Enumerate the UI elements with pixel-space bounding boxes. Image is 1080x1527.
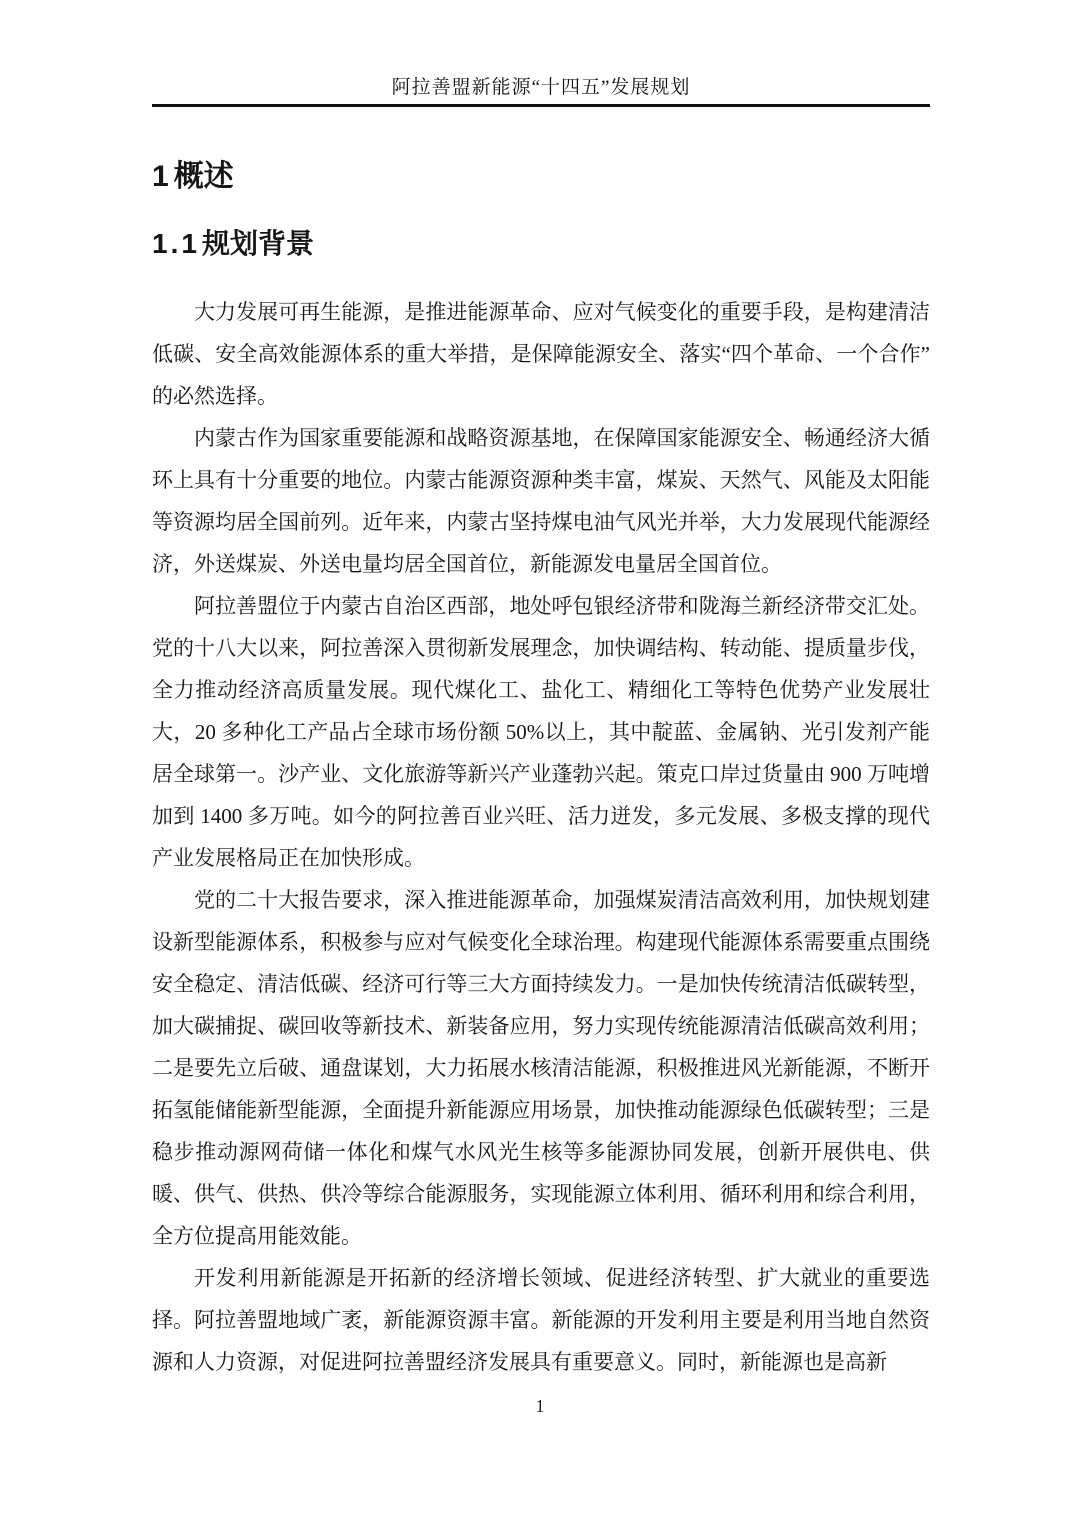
document-body xyxy=(152,159,930,1383)
paragraph-4: 党的二十大报告要求，深入推进能源革命，加强煤炭清洁高效利用，加快规划建设新型能源体系，积极参与应对气候变化全球治理。构建现代能源体系需要重点围绕安全稳定、清洁低碳、经济可行等三大方面持续发力。一是加快传统清洁低碳转型，加大碳捕捉、碳回收等新技术、新装备应用，努力实现传统能源清洁低碳高效利用；二是要先立后破、通盘谋划，大力拓展水核清洁能源，积极推进风光新能源，不断开拓氢能储能新型能源，全面提升新能源应用场景，加快推动能源绿色低碳转型；三是稳步推动源网荷储一体化和煤气水风光生核等多能源协同发展，创新开展供电、供暖、供气、供热、供冷等综合能源服务，实现能源立体利用、循环利用和综合利用，全方位提高用能效能。 xyxy=(152,888,930,1248)
heading-section-1-1-number: 1.1 xyxy=(152,228,200,259)
paragraph-3: 阿拉善盟位于内蒙古自治区西部，地处呼包银经济带和陇海兰新经济带交汇处。党的十八大以来，阿拉善深入贯彻新发展理念，加快调结构、转动能、提质量步伐，全力推动经济高质量发展。现代煤化工、盐化工、精细化工等特色优势产业发展壮大，20 多种化工产品占全球市场份额 50%以上，其中靛蓝、金属钠、光引发剂产能居全球第一。沙产业、文化旅游等新兴产业蓬勃兴起。策克口岸过货量由 900 万吨增加到 1400 多万吨。如今的阿拉善百业兴旺、活力迸发，多元发展、多极支撑的现代产业发展格局正在加快形成。 xyxy=(152,594,930,870)
section-text xyxy=(152,291,930,1383)
heading-section-1-1-title: 规划背景 xyxy=(201,228,314,259)
heading-chapter-1-number: 1 xyxy=(152,160,172,193)
heading-chapter-1-title: 概述 xyxy=(173,160,234,193)
page-number: 1 xyxy=(535,1396,545,1416)
paragraph-2: 内蒙古作为国家重要能源和战略资源基地，在保障国家能源安全、畅通经济大循环上具有十分重要的地位。内蒙古能源资源种类丰富，煤炭、天然气、风能及太阳能等资源均居全国前列。近年来，内蒙古坚持煤电油气风光并举，大力发展现代能源经济，外送煤炭、外送电量均居全国首位，新能源发电量居全国首位。 xyxy=(152,426,930,576)
header-title: 阿拉善盟新能源“十四五”发展规划 xyxy=(391,77,691,98)
paragraph-5: 开发利用新能源是开拓新的经济增长领域、促进经济转型、扩大就业的重要选择。阿拉善盟地域广袤，新能源资源丰富。新能源的开发利用主要是利用当地自然资源和人力资源，对促进阿拉善盟经济发展具有重要意义。同时，新能源也是高新 xyxy=(152,1266,930,1374)
page-header xyxy=(152,0,930,107)
paragraph-1: 大力发展可再生能源，是推进能源革命、应对气候变化的重要手段，是构建清洁低碳、安全高效能源体系的重大举措，是保障能源安全、落实“四个革命、一个合作”的必然选择。 xyxy=(152,300,930,408)
page-footer xyxy=(0,1396,1080,1417)
heading-chapter-1 xyxy=(152,159,930,195)
heading-section-1-1 xyxy=(152,227,930,261)
